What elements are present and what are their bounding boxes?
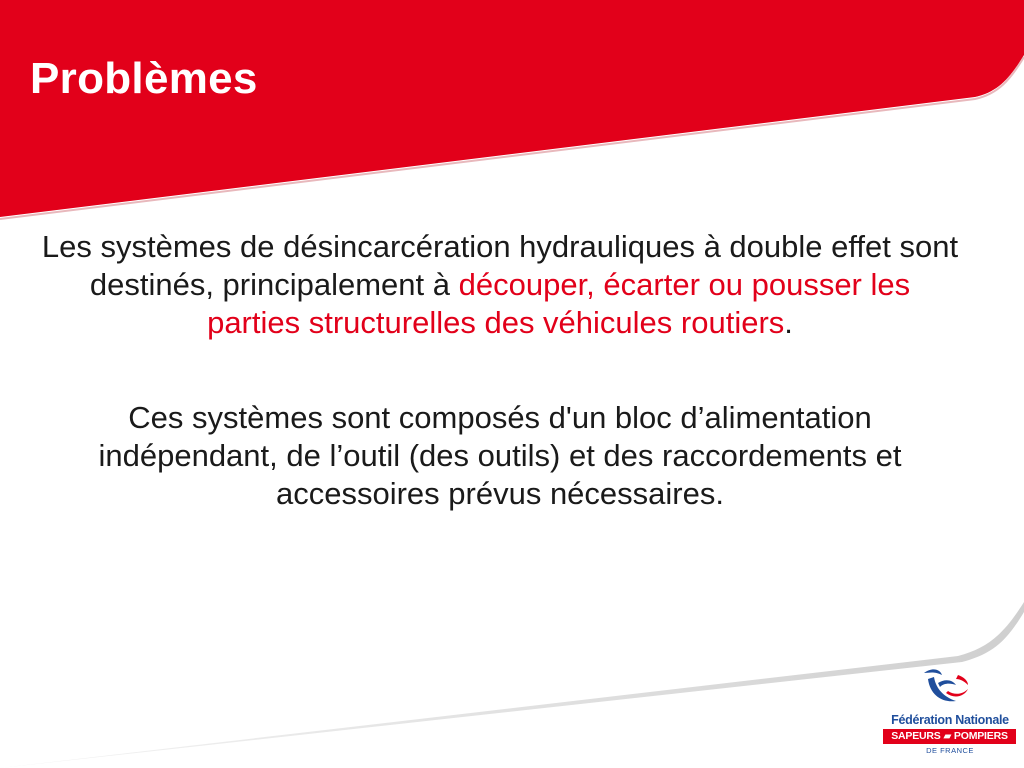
logo-banner-separator: ▰ [940, 730, 954, 742]
body-paragraph-1 [40, 228, 960, 342]
paragraph-1-intro: Les systèmes de désincarcération hydrauliques à double effet sont destinés, principalement à [41, 229, 959, 302]
logo-federation-name: Fédération Nationale [891, 713, 1009, 727]
slide-title: Problèmes [30, 54, 258, 103]
body-paragraph-2: Ces systèmes sont composés d'un bloc d’alimentation indépendant, de l’outil (des outils) et des raccordements et accessoires prévus nécessaires. [98, 400, 902, 511]
header-band [0, 0, 1024, 217]
paragraph-1-end: . [784, 305, 793, 340]
logo-emblem-icon [920, 665, 972, 711]
logo-banner-left: SAPEURS [891, 730, 941, 742]
footer-wedge-highlight [0, 612, 1024, 768]
logo-banner-right: POMPIERS [953, 730, 1008, 742]
fnspf-logo [882, 663, 1018, 763]
logo-banner [883, 729, 1016, 744]
slide-body [40, 228, 960, 513]
logo-country: DE FRANCE [926, 746, 974, 755]
paragraph-1-highlight: découper, écarter ou pousser les parties structurelles des véhicules routiers [207, 267, 911, 340]
